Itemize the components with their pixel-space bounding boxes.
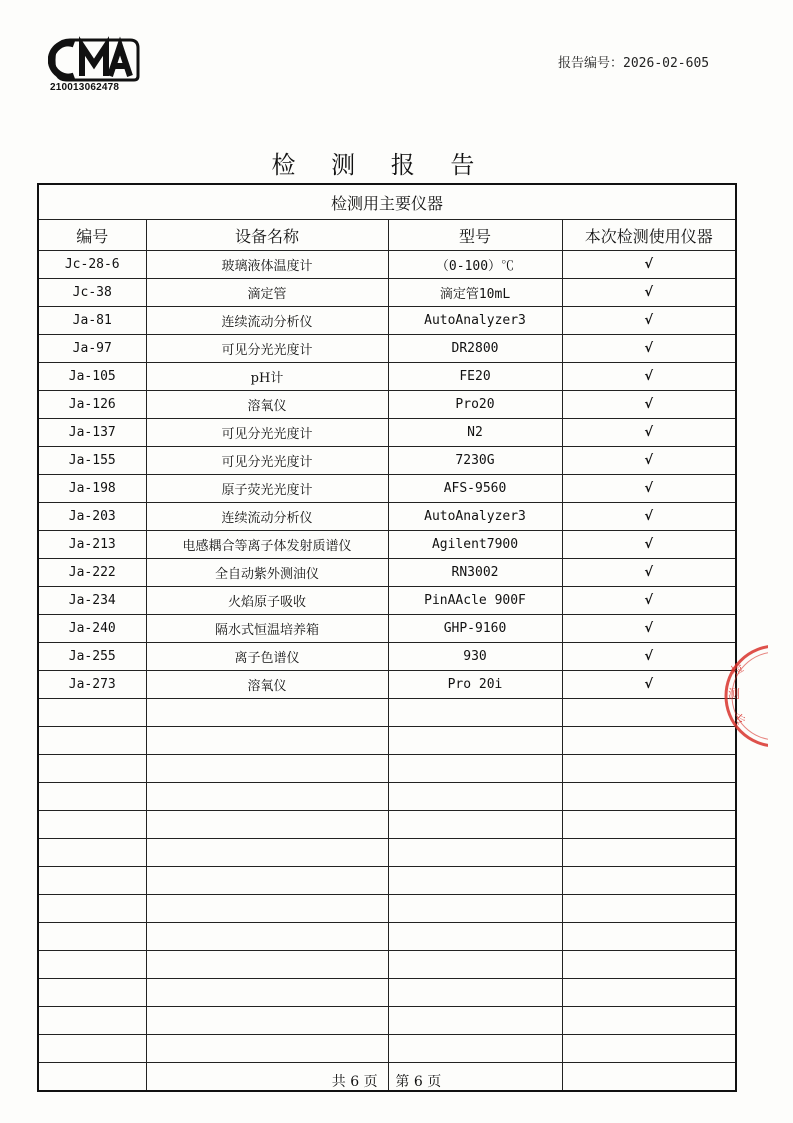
table-row (38, 251, 736, 279)
cell-id: Ja-255 (38, 643, 146, 671)
cell-name (146, 1035, 388, 1063)
cell-id: Ja-155 (38, 447, 146, 475)
cell-name: 可见分光光度计 (146, 335, 388, 363)
cell-name: 离子色谱仪 (146, 643, 388, 671)
table-row-empty (38, 895, 736, 923)
cell-model (388, 1007, 562, 1035)
cell-model: PinAAcle 900F (388, 587, 562, 615)
table-row-empty (38, 1035, 736, 1063)
table-row (38, 335, 736, 363)
report-number-value: 2026-02-605 (623, 56, 710, 71)
cell-name: 溶氧仪 (146, 671, 388, 699)
cell-name (146, 895, 388, 923)
cell-model: RN3002 (388, 559, 562, 587)
cell-id (38, 755, 146, 783)
cell-model (388, 951, 562, 979)
cell-id (38, 811, 146, 839)
cell-name (146, 979, 388, 1007)
cell-id (38, 867, 146, 895)
page-footer (0, 1071, 773, 1091)
cell-id: Ja-137 (38, 419, 146, 447)
cell-used: √ (562, 419, 736, 447)
cell-model (388, 979, 562, 1007)
cell-used: √ (562, 447, 736, 475)
cell-name: 全自动紫外测油仪 (146, 559, 388, 587)
table-body (38, 251, 736, 1092)
cell-id (38, 783, 146, 811)
table-row (38, 447, 736, 475)
current-page: 第 6 页 (395, 1074, 442, 1090)
cell-used: √ (562, 363, 736, 391)
table-row-empty (38, 923, 736, 951)
svg-text:检: 检 (728, 660, 746, 679)
cell-model (388, 1035, 562, 1063)
cell-used (562, 951, 736, 979)
table-row-empty (38, 867, 736, 895)
column-header-id: 编号 (38, 220, 146, 251)
cell-model (388, 699, 562, 727)
cell-id (38, 727, 146, 755)
cell-used: √ (562, 307, 736, 335)
cell-used: √ (562, 475, 736, 503)
cell-id: Ja-240 (38, 615, 146, 643)
cell-model: GHP-9160 (388, 615, 562, 643)
table-row-empty (38, 727, 736, 755)
cell-used (562, 867, 736, 895)
cell-used (562, 699, 736, 727)
page-title: 检 测 报 告 (271, 151, 489, 179)
cell-name: 可见分光光度计 (146, 419, 388, 447)
table-row (38, 307, 736, 335)
cell-name (146, 1007, 388, 1035)
cell-model: AutoAnalyzer3 (388, 503, 562, 531)
cell-model (388, 727, 562, 755)
cell-id: Ja-97 (38, 335, 146, 363)
cell-id (38, 699, 146, 727)
cell-name (146, 867, 388, 895)
table-row-empty (38, 783, 736, 811)
cell-used: √ (562, 391, 736, 419)
table-row-empty (38, 699, 736, 727)
cell-model (388, 923, 562, 951)
cell-name (146, 839, 388, 867)
cell-name (146, 951, 388, 979)
column-header-model: 型号 (388, 220, 562, 251)
cell-name (146, 727, 388, 755)
cell-id (38, 895, 146, 923)
cell-name: 滴定管 (146, 279, 388, 307)
cell-used (562, 727, 736, 755)
cell-model (388, 895, 562, 923)
cell-used: √ (562, 531, 736, 559)
cell-model: 滴定管10mL (388, 279, 562, 307)
table-row (38, 503, 736, 531)
cell-used (562, 1007, 736, 1035)
cell-used (562, 1035, 736, 1063)
table-row (38, 391, 736, 419)
cell-used: √ (562, 671, 736, 699)
cell-name: 连续流动分析仪 (146, 307, 388, 335)
cell-model (388, 867, 562, 895)
cell-name: 原子荧光光度计 (146, 475, 388, 503)
table-caption: 检测用主要仪器 (38, 184, 736, 220)
cell-model: AFS-9560 (388, 475, 562, 503)
table-row-empty (38, 1007, 736, 1035)
cell-name: 火焰原子吸收 (146, 587, 388, 615)
cell-id (38, 1007, 146, 1035)
table-row-empty (38, 839, 736, 867)
cell-model (388, 811, 562, 839)
cell-model: Agilent7900 (388, 531, 562, 559)
cell-id (38, 839, 146, 867)
cell-used: √ (562, 559, 736, 587)
cell-model: FE20 (388, 363, 562, 391)
cell-id (38, 951, 146, 979)
svg-text:测: 测 (728, 687, 741, 701)
cell-name: 隔水式恒温培养箱 (146, 615, 388, 643)
certificate-number: 210013062478 (50, 82, 120, 93)
table-row (38, 559, 736, 587)
column-header-name: 设备名称 (146, 220, 388, 251)
cell-id: Ja-203 (38, 503, 146, 531)
cell-used (562, 755, 736, 783)
table-row-empty (38, 755, 736, 783)
report-number (558, 52, 743, 71)
cell-used: √ (562, 587, 736, 615)
cell-name (146, 755, 388, 783)
table-row-empty (38, 979, 736, 1007)
cell-name: 玻璃液体温度计 (146, 251, 388, 279)
cell-model (388, 839, 562, 867)
table-row (38, 531, 736, 559)
cell-name: 溶氧仪 (146, 391, 388, 419)
table-row-empty (38, 951, 736, 979)
cell-name (146, 923, 388, 951)
cell-model (388, 783, 562, 811)
total-pages: 共 6 页 (331, 1074, 378, 1090)
cell-id: Ja-213 (38, 531, 146, 559)
cell-id: Ja-105 (38, 363, 146, 391)
cell-model: Pro20 (388, 391, 562, 419)
cell-name (146, 783, 388, 811)
cell-used: √ (562, 251, 736, 279)
table-row (38, 475, 736, 503)
cell-id: Ja-222 (38, 559, 146, 587)
cell-model: 7230G (388, 447, 562, 475)
cell-model: Pro 20i (388, 671, 562, 699)
cell-id: Jc-38 (38, 279, 146, 307)
table-row (38, 615, 736, 643)
table-row (38, 363, 736, 391)
cell-id: Ja-273 (38, 671, 146, 699)
cell-used (562, 923, 736, 951)
cell-name: 连续流动分析仪 (146, 503, 388, 531)
cell-used (562, 839, 736, 867)
cell-used (562, 811, 736, 839)
cell-id: Jc-28-6 (38, 251, 146, 279)
cell-model: N2 (388, 419, 562, 447)
cell-name: 可见分光光度计 (146, 447, 388, 475)
table-row (38, 643, 736, 671)
cell-used: √ (562, 615, 736, 643)
cell-name: 电感耦合等离子体发射质谱仪 (146, 531, 388, 559)
cell-model: （0-100）℃ (388, 251, 562, 279)
cell-used: √ (562, 279, 736, 307)
cell-used: √ (562, 643, 736, 671)
cell-used: √ (562, 335, 736, 363)
table-row (38, 419, 736, 447)
cell-model: AutoAnalyzer3 (388, 307, 562, 335)
svg-text:专: 专 (730, 710, 748, 729)
table-row (38, 279, 736, 307)
cell-used: √ (562, 503, 736, 531)
cell-name: pH计 (146, 363, 388, 391)
cell-id (38, 923, 146, 951)
cell-id: Ja-126 (38, 391, 146, 419)
cell-id (38, 1035, 146, 1063)
cell-name (146, 699, 388, 727)
report-number-label: 报告编号： (558, 56, 624, 71)
cell-used (562, 979, 736, 1007)
cell-used (562, 895, 736, 923)
cell-id (38, 979, 146, 1007)
cell-id: Ja-81 (38, 307, 146, 335)
cell-model: 930 (388, 643, 562, 671)
column-header-used: 本次检测使用仪器 (562, 220, 736, 251)
table-row-empty (38, 811, 736, 839)
cell-used (562, 783, 736, 811)
instrument-table (37, 183, 737, 1092)
cell-id: Ja-198 (38, 475, 146, 503)
cell-model: DR2800 (388, 335, 562, 363)
table-row (38, 671, 736, 699)
cell-model (388, 755, 562, 783)
cell-name (146, 811, 388, 839)
cell-id: Ja-234 (38, 587, 146, 615)
table-row (38, 587, 736, 615)
